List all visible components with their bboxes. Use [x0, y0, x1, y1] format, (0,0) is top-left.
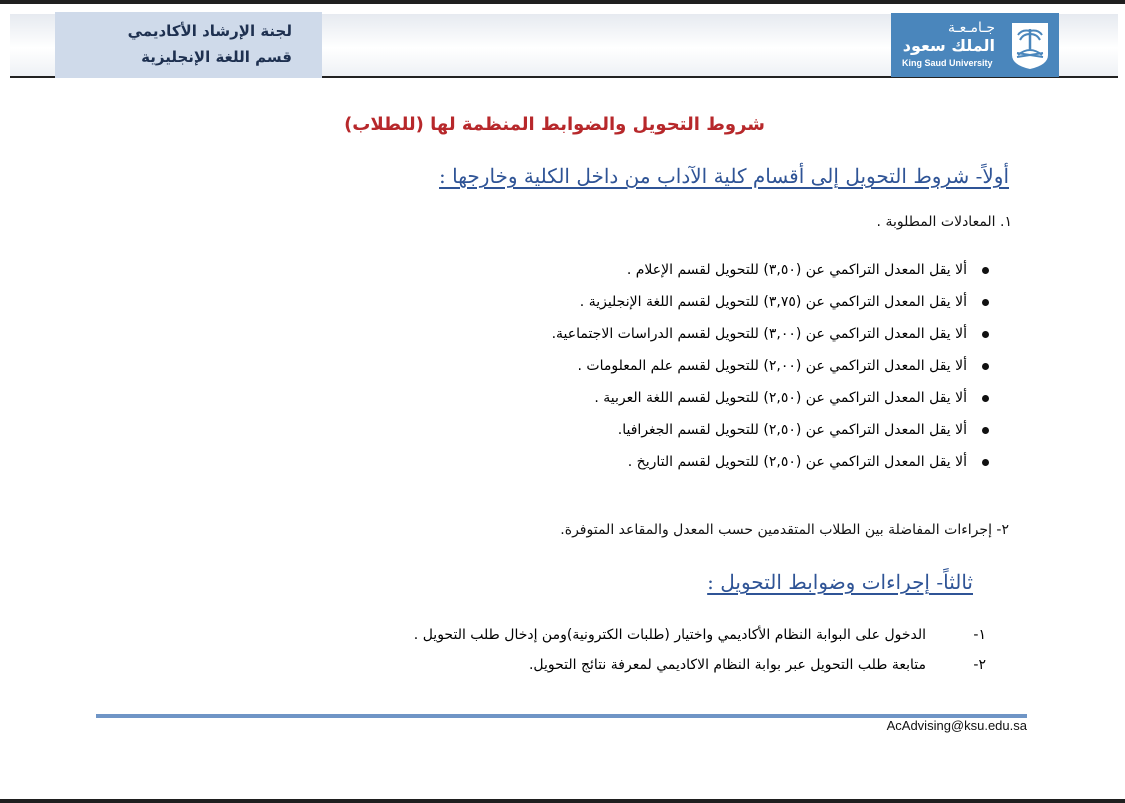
step-number: ١-: [973, 627, 986, 643]
logo-arabic-line2: الملك سعود: [902, 36, 995, 55]
list-item-text: ألا يقل المعدل التراكمي عن (٢,٥٠) للتحويل لقسم الجغرافيا.: [617, 422, 967, 438]
university-logo: [891, 13, 1059, 77]
bullet-icon: [982, 331, 989, 338]
list-item: [552, 322, 989, 354]
bullet-icon: [982, 267, 989, 274]
bullet-icon: [982, 299, 989, 306]
step-text: متابعة طلب التحويل عبر بوابة النظام الاكاديمي لمعرفة نتائج التحويل.: [528, 657, 926, 673]
step-text: الدخول على البوابة النظام الأكاديمي واختيار (طلبات الكترونية)ومن إدخال طلب التحويل .: [413, 627, 926, 643]
list-item-text: ألا يقل المعدل التراكمي عن (٣,٥٠) للتحويل لقسم الإعلام .: [626, 262, 967, 278]
list-item: [552, 418, 989, 450]
list-item: [552, 290, 989, 322]
list-item: [552, 386, 989, 418]
committee-name: لجنة الإرشاد الأكاديمي: [127, 22, 292, 40]
step-number: ٢-: [973, 657, 986, 673]
bullet-icon: [982, 459, 989, 466]
bottom-border: [0, 799, 1125, 803]
section1-heading: أولاً- شروط التحويل إلى أقسام كلية الآداب من داخل الكلية وخارجها :: [439, 164, 1009, 188]
logo-arabic-text: [903, 19, 995, 55]
top-border: [0, 0, 1125, 4]
list-item-text: ألا يقل المعدل التراكمي عن (٣,٠٠) للتحويل لقسم الدراسات الاجتماعية.: [551, 326, 967, 342]
palm-swords-emblem-icon: [1008, 19, 1052, 71]
list-item-text: ألا يقل المعدل التراكمي عن (٢,٥٠) للتحويل لقسم التاريخ .: [627, 454, 967, 470]
list-item-text: ألا يقل المعدل التراكمي عن (٣,٧٥) للتحويل لقسم اللغة الإنجليزية .: [579, 294, 967, 310]
bullet-icon: [982, 427, 989, 434]
required-gpa-item: ١. المعادلات المطلوبة .: [876, 214, 1012, 230]
section3-heading: ثالثاً- إجراءات وضوابط التحويل :: [707, 570, 973, 594]
bullet-icon: [982, 395, 989, 402]
list-item: [552, 258, 989, 290]
logo-arabic-line1: جـامـعـة: [948, 20, 995, 36]
gpa-requirements-list: [552, 258, 989, 482]
department-name: قسم اللغة الإنجليزية: [141, 48, 292, 66]
bullet-icon: [982, 363, 989, 370]
list-item-text: ألا يقل المعدل التراكمي عن (٢,٠٠) للتحويل لقسم علم المعلومات .: [577, 358, 967, 374]
list-item: [552, 450, 989, 482]
committee-label-box: [55, 12, 322, 78]
document-title: شروط التحويل والضوابط المنظمة لها (للطلاب): [344, 114, 765, 135]
logo-english-text: King Saud University: [902, 58, 993, 68]
selection-procedure-item: ٢- إجراءات المفاضلة بين الطلاب المتقدمين حسب المعدل والمقاعد المتوفرة.: [560, 522, 1009, 538]
contact-email[interactable]: AcAdvising@ksu.edu.sa: [886, 718, 1027, 733]
list-item: [552, 354, 989, 386]
list-item-text: ألا يقل المعدل التراكمي عن (٢,٥٠) للتحويل لقسم اللغة العربية .: [594, 390, 967, 406]
